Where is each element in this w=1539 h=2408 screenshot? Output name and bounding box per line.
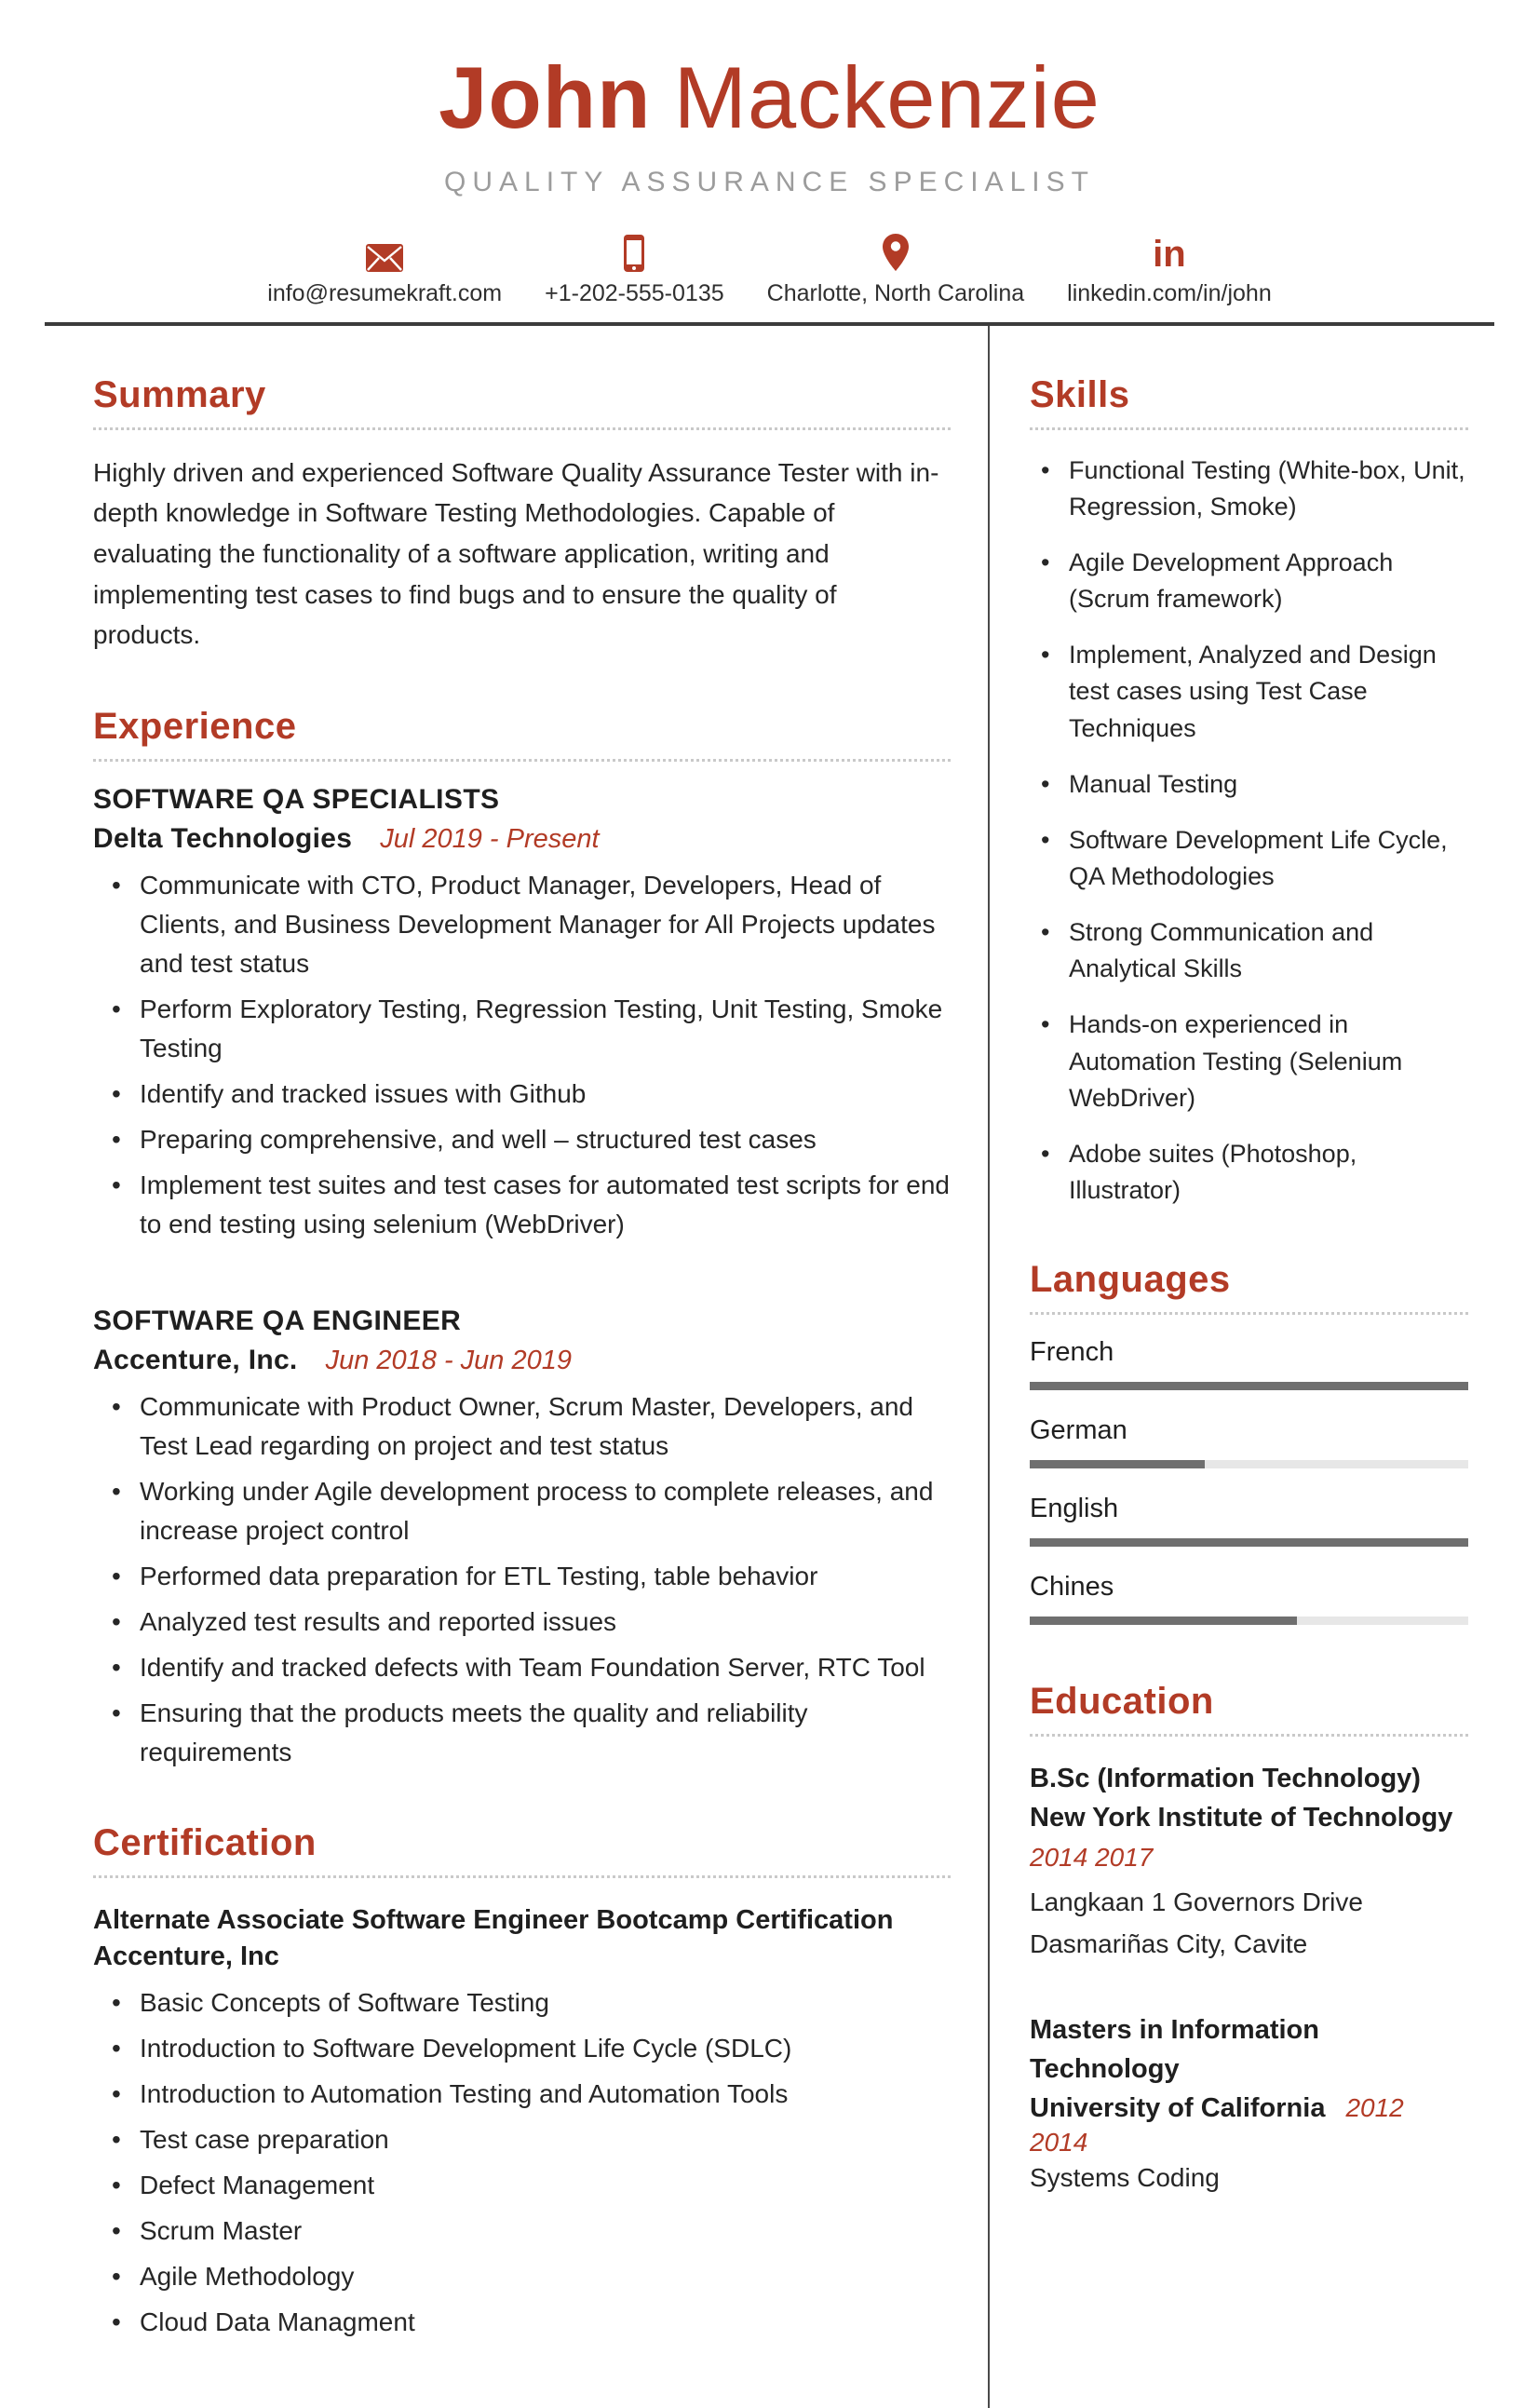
linkedin-icon: in	[1153, 233, 1186, 275]
education-entry-1	[1030, 1759, 1468, 1966]
candidate-name	[0, 48, 1539, 146]
language-entry	[1030, 1415, 1468, 1468]
job-bullet: • Identify and tracked issues with Github	[93, 1075, 951, 1114]
company-name: Delta Technologies	[93, 823, 353, 855]
contact-email	[267, 232, 502, 307]
school-name: University of California	[1030, 2092, 1326, 2123]
language-entry	[1030, 1337, 1468, 1390]
certification-bullet: • Scrum Master	[93, 2212, 951, 2251]
dotted-separator	[1030, 427, 1468, 430]
job-entry	[93, 784, 951, 1244]
language-level-bar	[1030, 1460, 1205, 1468]
language-level-bar	[1030, 1382, 1468, 1390]
contact-linkedin	[1067, 232, 1272, 307]
job-bullet: • Preparing comprehensive, and well – structured test cases	[93, 1120, 951, 1159]
experience-section	[93, 706, 951, 1772]
dotted-separator	[1030, 1312, 1468, 1315]
contact-row	[0, 232, 1539, 307]
phone-icon	[623, 232, 645, 273]
skill-item: • Hands-on experienced in Automation Testing (Selenium WebDriver)	[1030, 1007, 1468, 1116]
job-bullet: • Communicate with Product Owner, Scrum Master, Developers, and Test Lead regarding on project and test status	[93, 1387, 951, 1466]
header	[0, 0, 1539, 307]
skills-section	[1030, 374, 1468, 1209]
education-address-line: Dasmariñas City, Cavite	[1030, 1928, 1308, 1958]
job-entry	[93, 1305, 951, 1772]
job-bullet-list	[93, 1387, 951, 1772]
job-subline	[93, 823, 951, 855]
company-name: Accenture, Inc.	[93, 1345, 298, 1376]
contact-phone	[545, 232, 724, 307]
dotted-separator	[93, 1875, 951, 1878]
language-level-track	[1030, 1382, 1468, 1390]
job-bullet: • Implement test suites and test cases for automated test scripts for end to end testing using selenium (WebDriver)	[93, 1166, 951, 1244]
job-bullet: • Working under Agile development process to complete releases, and increase project control	[93, 1472, 951, 1550]
contact-location	[767, 232, 1025, 307]
email-text[interactable]: info@resumekraft.com	[267, 279, 503, 306]
last-name: Mackenzie	[673, 48, 1100, 146]
job-bullet: • Perform Exploratory Testing, Regression Testing, Unit Testing, Smoke Testing	[93, 990, 951, 1068]
right-column	[1030, 326, 1468, 2408]
language-entry	[1030, 1494, 1468, 1547]
languages-heading: Languages	[1030, 1259, 1231, 1301]
school-name: New York Institute of Technology	[1030, 1803, 1453, 1833]
dotted-separator	[93, 759, 951, 762]
degree-name: Masters in Information Technology	[1030, 2014, 1319, 2084]
language-level-track	[1030, 1460, 1468, 1468]
certification-bullet: • Introduction to Automation Testing and Automation Tools	[93, 2075, 951, 2114]
job-bullet: • Ensuring that the products meets the quality and reliability requirements	[93, 1694, 951, 1772]
skills-list	[1030, 453, 1468, 1209]
education-section	[1030, 1681, 1468, 2199]
experience-heading: Experience	[93, 706, 297, 748]
language-name: French	[1030, 1337, 1114, 1368]
job-bullet: • Analyzed test results and reported issues	[93, 1603, 951, 1642]
education-address-line: Langkaan 1 Governors Drive	[1030, 1887, 1363, 1917]
skill-item: • Software Development Life Cycle, QA Methodologies	[1030, 822, 1468, 895]
education-dates: 2014 2017	[1030, 1843, 1154, 1873]
email-icon	[365, 232, 404, 273]
degree-name: B.Sc (Information Technology)	[1030, 1764, 1421, 1794]
summary-heading: Summary	[93, 373, 266, 415]
summary-text: Highly driven and experienced Software Quality Assurance Tester with in-depth knowledge in Software Testing Methodologies. Capable of evaluating the functionality of a software application, writing and implementing test cases to find bugs and to ensure the quality of products.	[93, 457, 939, 650]
job-bullet: • Identify and tracked defects with Team Foundation Server, RTC Tool	[93, 1648, 951, 1687]
job-dates: Jul 2019 - Present	[380, 824, 600, 855]
certification-heading: Certification	[93, 1822, 317, 1864]
languages-section	[1030, 1259, 1468, 1625]
certification-bullet: • Defect Management	[93, 2166, 951, 2205]
school-line	[1030, 2089, 1468, 2158]
location-text: Charlotte, North Carolina	[766, 279, 1025, 306]
language-level-track	[1030, 1617, 1468, 1625]
education-note: Systems Coding	[1030, 2162, 1220, 2192]
education-entry-2	[1030, 2010, 1468, 2199]
skill-item: • Adobe suites (Photoshop, Illustrator)	[1030, 1136, 1468, 1209]
education-heading: Education	[1030, 1681, 1214, 1723]
dotted-separator	[1030, 1734, 1468, 1737]
language-name: English	[1030, 1494, 1119, 1524]
language-entry	[1030, 1572, 1468, 1625]
certification-bullet: • Basic Concepts of Software Testing	[93, 1983, 951, 2022]
certification-title: Alternate Associate Software Engineer Bootcamp Certification	[93, 1905, 894, 1936]
skill-item: • Manual Testing	[1030, 766, 1468, 803]
language-level-bar	[1030, 1538, 1468, 1547]
certification-bullet-list	[93, 1983, 951, 2342]
skill-item: • Agile Development Approach (Scrum framework)	[1030, 545, 1468, 617]
skill-item: • Functional Testing (White-box, Unit, Regression, Smoke)	[1030, 453, 1468, 525]
job-title: SOFTWARE QA ENGINEER	[93, 1305, 462, 1337]
certification-bullet: • Cloud Data Managment	[93, 2303, 951, 2342]
certification-bullet: • Agile Methodology	[93, 2257, 951, 2296]
phone-text[interactable]: +1-202-555-0135	[545, 279, 724, 306]
language-level-track	[1030, 1538, 1468, 1547]
job-dates: Jun 2018 - Jun 2019	[325, 1346, 573, 1376]
location-icon	[880, 232, 911, 273]
column-divider-line	[988, 326, 990, 2408]
content-columns	[0, 326, 1539, 2408]
dotted-separator	[93, 427, 951, 430]
job-subtitle: QUALITY ASSURANCE SPECIALIST	[444, 166, 1095, 197]
job-title: SOFTWARE QA SPECIALISTS	[93, 784, 500, 816]
job-bullet: • Performed data preparation for ETL Testing, table behavior	[93, 1557, 951, 1596]
first-name: John	[439, 48, 652, 146]
left-column	[93, 326, 951, 2408]
job-list	[93, 784, 951, 1772]
linkedin-text[interactable]: linkedin.com/in/john	[1067, 279, 1272, 306]
job-subline	[93, 1345, 951, 1376]
certification-bullet: • Introduction to Software Development Life Cycle (SDLC)	[93, 2029, 951, 2068]
skills-heading: Skills	[1030, 373, 1130, 415]
certification-bullet: • Test case preparation	[93, 2120, 951, 2159]
language-list	[1030, 1337, 1468, 1625]
job-bullet-list	[93, 866, 951, 1244]
certification-section	[93, 1822, 951, 2342]
language-level-bar	[1030, 1617, 1297, 1625]
language-name: Chines	[1030, 1572, 1114, 1603]
summary-section	[93, 374, 951, 656]
job-bullet: • Communicate with CTO, Product Manager, Developers, Head of Clients, and Business Development Manager for All Projects updates and test status	[93, 866, 951, 983]
skill-item: • Implement, Analyzed and Design test cases using Test Case Techniques	[1030, 637, 1468, 746]
education-dates: 2012 2014	[1030, 2092, 1404, 2157]
skill-item: • Strong Communication and Analytical Skills	[1030, 914, 1468, 987]
certification-org: Accenture, Inc	[93, 1941, 279, 1972]
language-name: German	[1030, 1415, 1127, 1446]
